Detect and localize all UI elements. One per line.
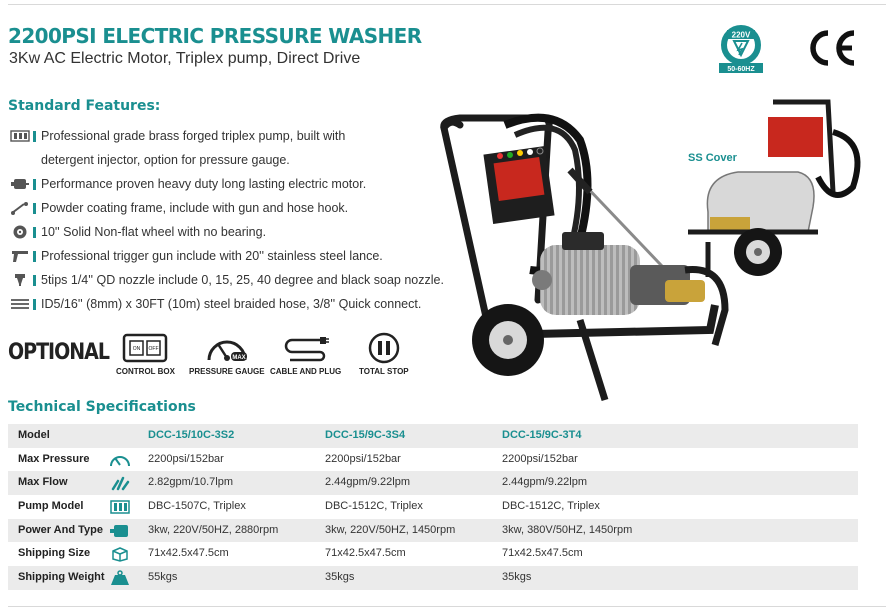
control-box-on-label: ON	[133, 346, 141, 352]
feature-bullet	[33, 299, 36, 310]
feature-bullet	[33, 179, 36, 190]
optional-label: TOTAL STOP	[359, 367, 409, 376]
gauge-icon	[108, 452, 132, 468]
feature-text: Performance proven heavy duty long lasting electric motor.	[41, 177, 367, 191]
feature-item-continued	[8, 148, 438, 172]
page-subtitle: 3Kw AC Electric Motor, Triplex pump, Direct Drive	[9, 50, 361, 67]
table-row	[8, 424, 858, 448]
spec-value: 2200psi/152bar	[148, 452, 224, 465]
ss-cover-label: SS Cover	[688, 152, 737, 164]
wheel-icon	[10, 225, 30, 239]
spec-value: 2200psi/152bar	[502, 452, 578, 465]
spec-value: 55kgs	[148, 571, 178, 584]
table-row	[8, 566, 858, 590]
spec-value: 2200psi/152bar	[325, 452, 401, 465]
table-row	[8, 519, 858, 543]
feature-text: detergent injector, option for pressure gauge.	[41, 153, 290, 167]
page-title: 2200PSI ELECTRIC PRESSURE WASHER	[8, 24, 422, 48]
feature-bullet	[33, 275, 36, 286]
spec-value: 71x42.5x47.5cm	[502, 547, 583, 560]
feature-text: Professional trigger gun include with 20'' stainless steel lance.	[41, 249, 383, 263]
spec-label: Pump Model	[18, 500, 84, 513]
cable-plug-icon	[282, 332, 330, 364]
flow-icon	[108, 475, 132, 491]
table-row	[8, 542, 858, 566]
optional-total-stop	[359, 332, 409, 376]
optional-control-box	[116, 332, 175, 376]
optional-heading: OPTIONAL	[8, 339, 109, 365]
spec-value: DCC-15/9C-3T4	[502, 429, 582, 441]
voltage-badge-top: 220V	[731, 30, 751, 40]
spec-value: 3kw, 380V/50HZ, 1450rpm	[502, 523, 633, 536]
optional-pressure-gauge	[189, 332, 265, 376]
standard-features-heading: Standard Features:	[8, 98, 161, 114]
trigger-gun-icon	[10, 249, 30, 263]
feature-item	[8, 220, 438, 244]
hose-icon	[10, 297, 30, 311]
feature-bullet	[33, 131, 36, 142]
weight-icon	[108, 570, 132, 586]
feature-item	[8, 172, 438, 196]
feature-item	[8, 244, 438, 268]
ss-cover-washer-image	[668, 92, 868, 282]
spec-value: DCC-15/9C-3S4	[325, 429, 406, 441]
control-box-icon	[121, 332, 169, 364]
hook-icon	[10, 201, 30, 215]
control-box-off-label: OFF	[148, 346, 159, 352]
box-icon	[108, 546, 132, 562]
table-row	[8, 471, 858, 495]
feature-bullet	[33, 251, 36, 262]
spec-value: DBC-1512C, Triplex	[502, 500, 600, 513]
table-row	[8, 495, 858, 519]
feature-text: 10'' Solid Non-flat wheel with no bearing.	[41, 225, 267, 239]
spec-label: Max Pressure	[18, 452, 90, 465]
feature-text: Powder coating frame, include with gun and hose hook.	[41, 201, 349, 215]
spec-value: 71x42.5x47.5cm	[148, 547, 229, 560]
pump-icon	[10, 129, 30, 143]
ce-mark	[806, 28, 858, 68]
feature-item	[8, 196, 438, 220]
feature-bullet	[33, 227, 36, 238]
spec-value: 2.44gpm/9.22lpm	[502, 476, 587, 489]
total-stop-icon	[360, 332, 408, 364]
bottom-divider	[8, 606, 886, 607]
feature-item	[8, 124, 438, 148]
spec-label: Shipping Size	[18, 547, 91, 560]
tech-specs-heading: Technical Specifications	[8, 399, 196, 415]
pressure-gauge-icon	[203, 332, 251, 364]
spec-value: DBC-1512C, Triplex	[325, 500, 423, 513]
optional-label: PRESSURE GAUGE	[189, 367, 265, 376]
feature-text: 5tips 1/4'' QD nozzle include 0, 15, 25, 40 degree and black soap nozzle.	[41, 273, 444, 287]
top-divider	[8, 4, 886, 5]
feature-item	[8, 268, 444, 292]
spec-value: 35kgs	[325, 571, 355, 584]
voltage-badge-icon	[716, 24, 766, 76]
spec-value: DBC-1507C, Triplex	[148, 500, 246, 513]
optional-label: CONTROL BOX	[116, 367, 175, 376]
spec-value: 3kw, 220V/50HZ, 2880rpm	[148, 523, 279, 536]
optional-cable-plug	[270, 332, 341, 376]
spec-label: Model	[18, 429, 50, 441]
pressure-gauge-max-label: MAX	[232, 355, 246, 361]
tech-specs-table	[8, 424, 858, 590]
spec-value: 2.44gpm/9.22lpm	[325, 476, 410, 489]
spec-value: 2.82gpm/10.7lpm	[148, 476, 233, 489]
table-row	[8, 448, 858, 472]
spec-value: DCC-15/10C-3S2	[148, 429, 235, 441]
pump-icon	[108, 499, 132, 515]
motor-icon	[10, 177, 30, 191]
standard-features-list	[8, 124, 444, 316]
feature-text: Professional grade brass forged triplex pump, built with	[41, 129, 346, 143]
voltage-badge-bottom: 50-60HZ	[727, 66, 755, 73]
spec-label: Shipping Weight	[18, 571, 105, 584]
spec-label: Max Flow	[18, 476, 68, 489]
spec-value: 3kw, 220V/50HZ, 1450rpm	[325, 523, 456, 536]
optional-label: CABLE AND PLUG	[270, 367, 342, 376]
feature-bullet	[33, 203, 36, 214]
nozzle-icon	[10, 273, 30, 287]
feature-text: ID5/16'' (8mm) x 30FT (10m) steel braided hose, 3/8'' Quick connect.	[41, 297, 422, 311]
spec-value: 35kgs	[502, 571, 532, 584]
spec-label: Power And Type	[18, 523, 103, 536]
feature-item	[8, 292, 438, 316]
spec-value: 71x42.5x47.5cm	[325, 547, 406, 560]
motor-icon	[108, 523, 132, 539]
